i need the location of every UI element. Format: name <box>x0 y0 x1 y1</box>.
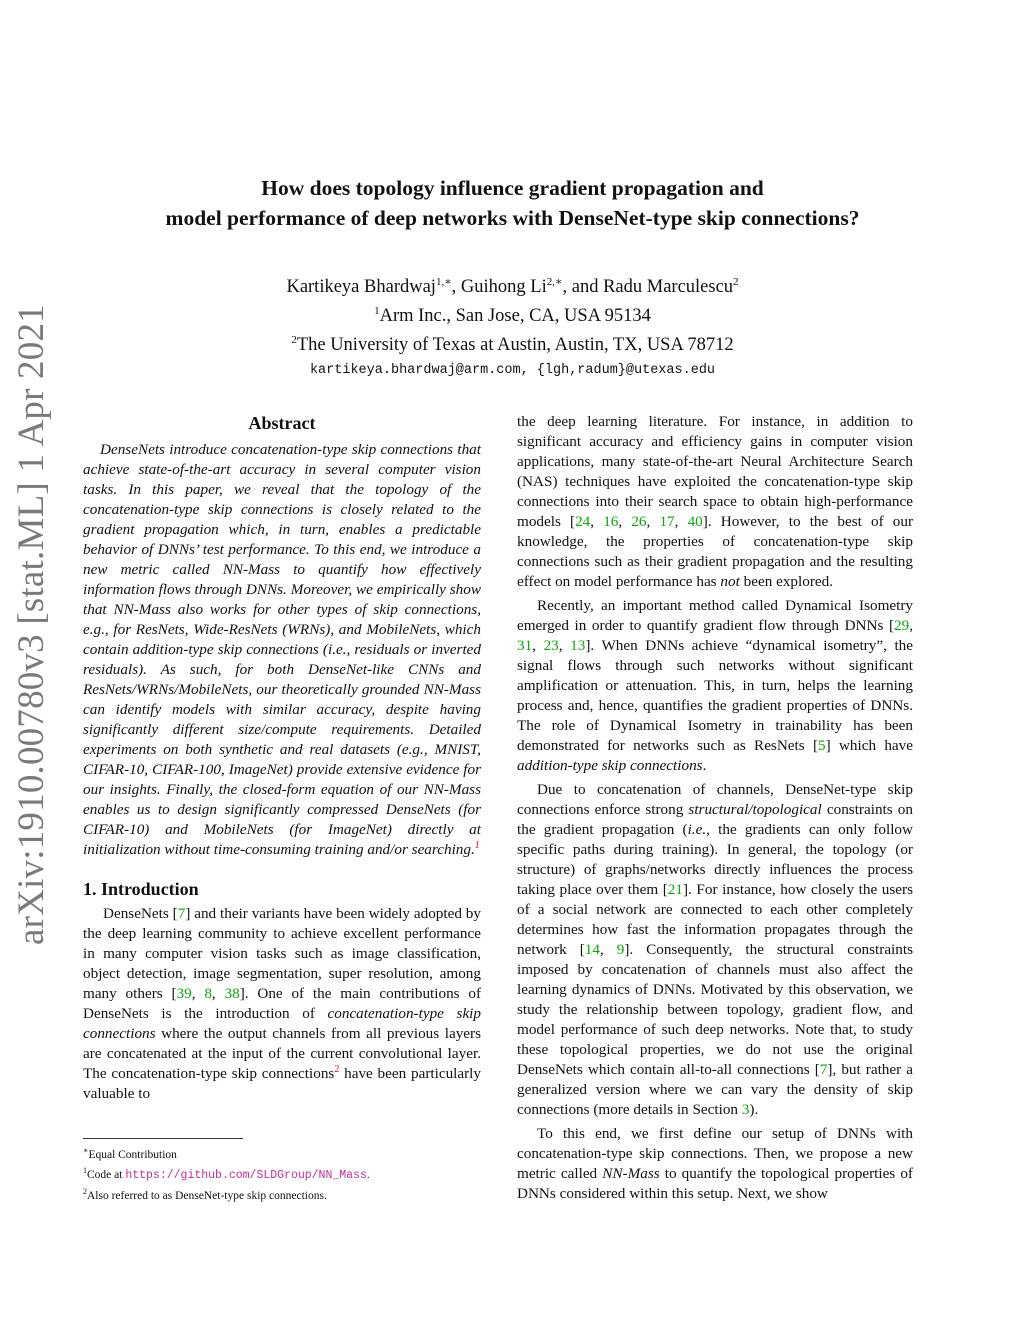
citation-link[interactable]: 38 <box>224 985 240 1002</box>
footnote-1 <box>83 1163 481 1184</box>
footnote-2-text: Also referred to as DenseNet-type skip connections. <box>87 1189 327 1202</box>
text-span: ]. However, to the best of our knowledge, the properties of concatenation-type skip connections such as their gradient propagation and the resulting effect on model performance has <box>517 513 914 590</box>
author-emails: kartikeya.bhardwaj@arm.com, {lgh,radum}@utexas.edu <box>309 363 716 379</box>
text-span: To this end, we first define our setup of DNNs with concatenation-type skip connections. Then, we propose a new metric called <box>517 1125 913 1182</box>
footnote-2-mark: 2 <box>83 1186 87 1196</box>
citation-link[interactable]: 39 <box>176 985 192 1002</box>
text-span: , <box>191 985 205 1002</box>
emphasis: not <box>720 573 740 590</box>
citation-link[interactable]: 7 <box>819 1061 828 1078</box>
citation-link[interactable]: 40 <box>687 513 703 530</box>
author-3-mark: 2 <box>733 276 739 288</box>
title-line-2: model performance of deep networks with DenseNet-type skip connections? <box>165 206 860 230</box>
author-2-mark: 2,∗ <box>546 276 563 288</box>
footnote-ref-2[interactable]: 2 <box>334 1063 340 1075</box>
footnotes <box>83 1138 481 1203</box>
text-span: to quantify the topological properties of DNNs considered within this setup. Next, we show <box>517 1165 913 1202</box>
section-link[interactable]: 3 <box>741 1101 750 1118</box>
footnote-rule <box>83 1138 243 1139</box>
text-span: ] which have <box>825 737 913 754</box>
text-span: the deep learning literature. For instance, in addition to significant accuracy and efficiency gains in computer vision applications, many state-of-the-art Neural Architecture Search (NAS) techniques have exploited the concatenation-type skip connections into their search space to obtain high-performance models [ <box>517 413 913 530</box>
footnote-1-prefix: Code at <box>87 1168 126 1181</box>
right-paragraph-1 <box>517 412 913 592</box>
author-2: , Guihong Li <box>451 277 547 298</box>
footnote-1-suffix: . <box>366 1168 370 1181</box>
footnote-0-text: Equal Contribution <box>88 1148 177 1161</box>
text-span: , the gradients can only follow specific paths during training). In general, the topology (or structure) of graphs/networks directly influences the process taking place over them [ <box>517 821 913 898</box>
text-span: , <box>211 985 225 1002</box>
text-span: , <box>599 941 617 958</box>
text-span: constraints on the gradient propagation ( <box>517 801 913 838</box>
footnote-2 <box>83 1184 481 1204</box>
author-line <box>80 270 945 299</box>
author-3: , and Radu Marculescu <box>562 277 734 298</box>
affiliation-2-text: The University of Texas at Austin, Austin, TX, USA 78712 <box>296 335 734 356</box>
text-span: . <box>702 757 707 774</box>
citation-link[interactable]: 9 <box>616 941 625 958</box>
citation-link[interactable]: 17 <box>659 513 675 530</box>
code-url-link[interactable]: https://github.com/SLDGroup/NN_Mass <box>125 1168 367 1182</box>
text-span: ]. Consequently, the structural constraints imposed by concatenation of channels must also affect the learning dynamics of DNNs. Motivated by this observation, we study the relationship between topology, gradient flow, and model performance of such deep networks. Note that, to study these topological properties, we do not use the original DenseNets which contain all-to-all connections [ <box>517 941 914 1078</box>
citation-link[interactable]: 14 <box>584 941 600 958</box>
emphasis: addition-type skip connections <box>517 757 703 774</box>
text-span: Due to concatenation of channels, DenseNet-type skip connections enforce strong <box>517 781 913 818</box>
citation-link[interactable]: 8 <box>204 985 212 1002</box>
abstract-heading: Abstract <box>248 413 316 433</box>
text-span: , <box>674 513 688 530</box>
right-paragraph-4 <box>517 1124 913 1204</box>
title-line-1: How does topology influence gradient propagation and <box>261 176 764 200</box>
author-block <box>80 270 945 383</box>
text-span: , <box>909 617 913 634</box>
author-1: Kartikeya Bhardwaj <box>286 277 436 298</box>
citation-link[interactable]: 5 <box>818 737 826 754</box>
footnote-1-mark: 1 <box>83 1165 87 1175</box>
citation-link[interactable]: 21 <box>667 881 683 898</box>
author-1-mark: 1,∗ <box>435 276 452 288</box>
citation-link[interactable]: 23 <box>543 637 559 654</box>
emphasis: NN-Mass <box>602 1165 660 1182</box>
introduction-heading: 1. Introduction <box>83 879 199 899</box>
paper-title <box>80 173 945 233</box>
abstract-text <box>83 440 481 860</box>
footnote-0 <box>83 1143 481 1163</box>
text-span: have been particularly valuable to <box>83 1065 482 1102</box>
arxiv-stamp: arXiv:1910.00780v3 [stat.ML] 1 Apr 2021 <box>11 304 52 945</box>
text-span: Recently, an important method called Dynamical Isometry emerged in order to quantify gradient flow through DNNs [ <box>517 597 913 634</box>
text-span: , <box>558 637 571 654</box>
text-span: ] and their variants have been widely adopted by the deep learning community to achieve excellent performance in many computer vision tasks such as image classification, object detection, image segmentation, super resolution, among many others [ <box>83 905 481 1002</box>
emphasis: i.e. <box>687 821 707 838</box>
citation-link[interactable]: 13 <box>570 637 586 654</box>
text-span: ]. One of the main contributions of DenseNets is the introduction of <box>83 985 482 1022</box>
footnote-0-mark: ∗ <box>83 1146 89 1155</box>
footnote-ref-1[interactable]: 1 <box>474 839 480 851</box>
text-span: , <box>532 637 544 654</box>
text-span: ]. For instance, how closely the users of a social network are connected to each other completely determines how fast the information propagates through the network [ <box>517 881 913 958</box>
text-span: been explored. <box>739 573 834 590</box>
text-span: where the output channels from all previous layers are concatenated at the input of the current convolutional layer. The concatenation-type skip connections <box>83 1025 481 1082</box>
affiliation-1-mark: 1 <box>374 305 380 318</box>
affiliation-2-mark: 2 <box>291 334 297 347</box>
citation-link[interactable]: 7 <box>177 905 186 922</box>
right-paragraph-2 <box>517 596 913 776</box>
left-column <box>83 412 481 1104</box>
affiliation-1 <box>80 299 945 328</box>
citation-link[interactable]: 24 <box>575 513 591 530</box>
citation-link[interactable]: 16 <box>603 513 619 530</box>
text-span: , <box>646 513 660 530</box>
text-span: ). <box>749 1101 759 1118</box>
text-span: ]. When DNNs achieve “dynamical isometry”, the signal flows through such networks without significant amplification or attenuation. This, in turn, helps the learning process and, hence, quantifies the gradient properties of DNNs. The role of Dynamical Isometry in trainability has been demonstrated for networks such as ResNets [ <box>517 637 914 754</box>
citation-link[interactable]: 31 <box>517 637 533 654</box>
emphasis: concatenation-type skip connections <box>83 1005 481 1042</box>
citation-link[interactable]: 29 <box>894 617 910 634</box>
affiliation-1-text: Arm Inc., San Jose, CA, USA 95134 <box>379 306 651 327</box>
text-span: , <box>590 513 604 530</box>
right-paragraph-3 <box>517 780 913 1120</box>
emphasis: structural/topological <box>688 801 822 818</box>
text-span: ], but rather a generalized version where we can vary the density of skip connections (more details in Section <box>517 1061 914 1118</box>
citation-link[interactable]: 26 <box>631 513 647 530</box>
text-span: DenseNets [ <box>103 905 178 922</box>
right-column <box>517 412 913 1204</box>
text-span: , <box>618 513 632 530</box>
affiliation-2 <box>80 328 945 357</box>
intro-paragraph-1 <box>83 904 481 1104</box>
abstract-body: DenseNets introduce concatenation-type skip connections that achieve state-of-the-art accuracy in several computer vision tasks. In this paper, we reveal that the topology of the concatenation-type skip connections is closely related to the gradient propagation which, in turn, enables a predictable behavior of DNNs’ test performance. To this end, we introduce a new metric called NN-Mass to quantify how effectively information flows through DNNs. Moreover, we empirically show that NN-Mass also works for other types of skip connections, e.g., for ResNets, Wide-ResNets (WRNs), and MobileNets, which contain addition-type skip connections (i.e., residuals or inverted residuals). As such, for both DenseNet-like CNNs and ResNets/WRNs/MobileNets, our theoretically grounded NN-Mass can identify models with similar accuracy, despite having significantly different size/compute requirements. Detailed experiments on both synthetic and real datasets (e.g., MNIST, CIFAR-10, CIFAR-100, ImageNet) provide extensive evidence for our insights. Finally, the closed-form equation of our NN-Mass enables us to design significantly compressed DenseNets (for CIFAR-10) and MobileNets (for ImageNet) directly at initialization without time-consuming training and/or searching. <box>83 441 481 858</box>
